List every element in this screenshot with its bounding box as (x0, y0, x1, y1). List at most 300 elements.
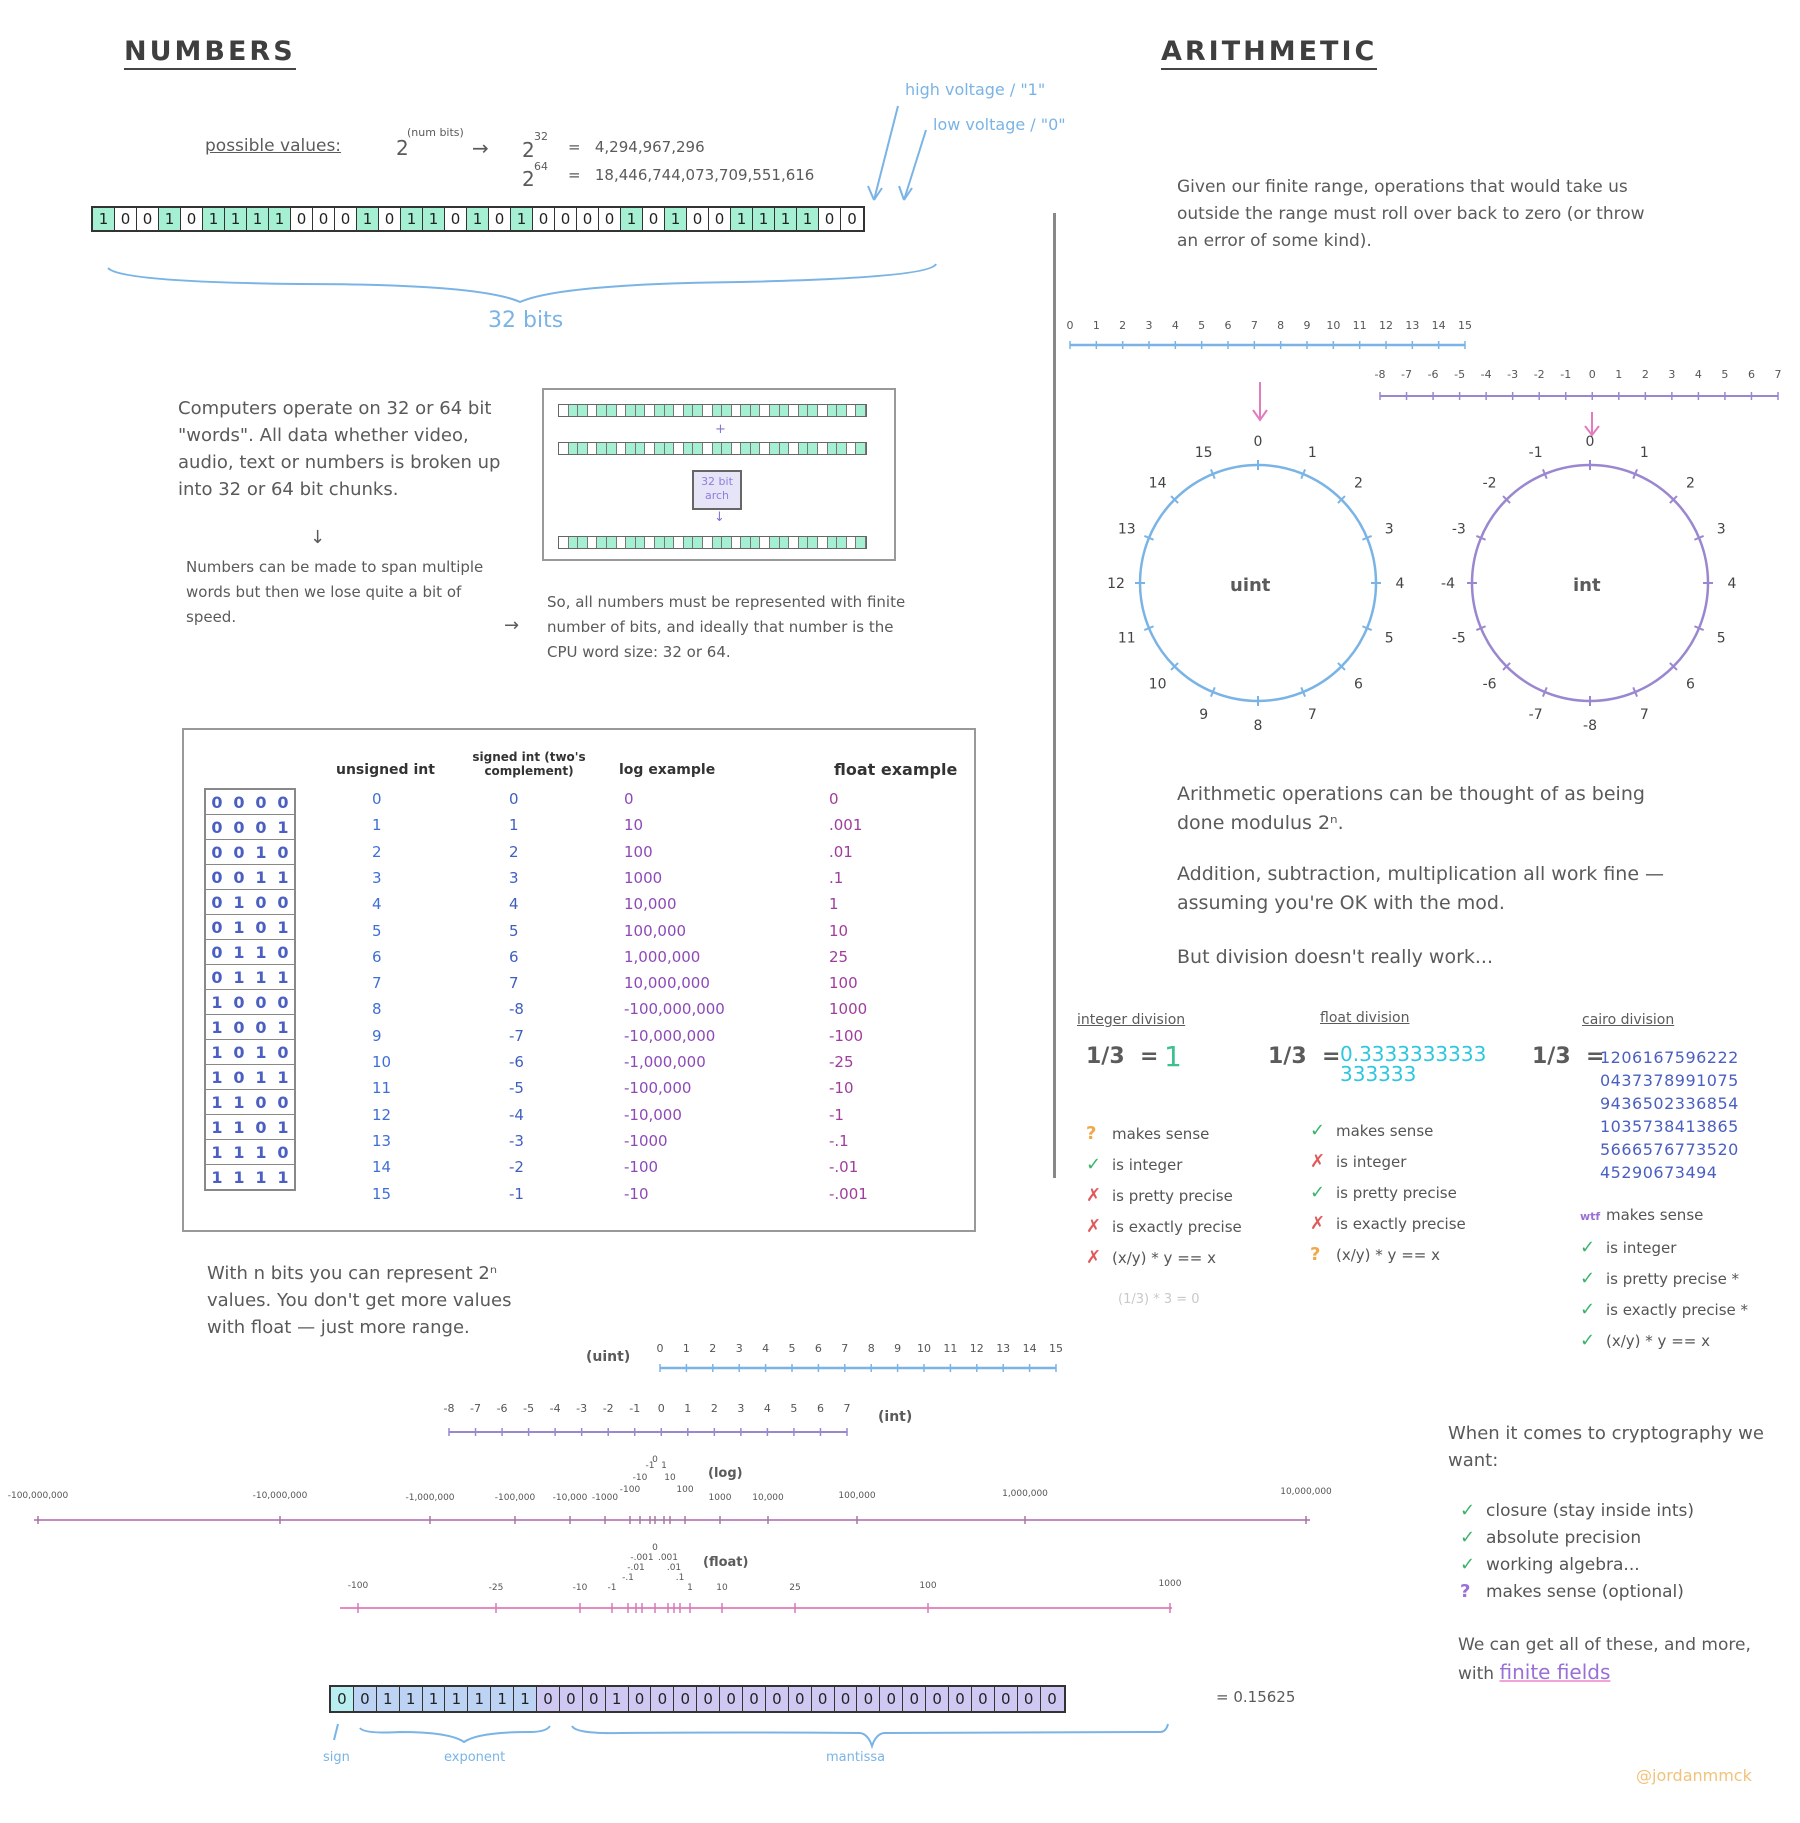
float-bit: 0 (835, 1687, 858, 1711)
arch-bit (703, 443, 713, 454)
arch-bit (693, 537, 703, 548)
bit-cell: 0 (687, 208, 709, 230)
int-line-tick: 6 (816, 1402, 824, 1415)
float-cell: -25 (829, 1053, 854, 1071)
arch-bit (607, 443, 617, 454)
arch-bit (722, 443, 732, 454)
arch-bit (799, 537, 809, 548)
circle-tick-label: 11 (1117, 630, 1136, 647)
float-cell: 10 (829, 921, 849, 940)
signed-cell: 0 (509, 790, 519, 808)
table-bit: 0 (255, 817, 267, 837)
table-bit-row (206, 965, 294, 990)
table-bit: 1 (255, 1167, 267, 1187)
log-line-tick: 1000 (708, 1493, 732, 1503)
arch-bit (751, 405, 761, 416)
crypto-intro: When it comes to cryptography we want: (1448, 1423, 1764, 1471)
uint-scale-tick: 11 (1352, 319, 1367, 332)
arch-bit (636, 537, 646, 548)
int-scale-tick: 1 (1615, 368, 1623, 381)
check-item (1086, 1216, 1242, 1237)
log-number-line (8, 1455, 1332, 1524)
check-label: is pretty precise (1336, 1184, 1457, 1202)
arch-bit (856, 537, 866, 548)
arch-bit (578, 405, 588, 416)
log-cell: 100,000 (624, 921, 687, 940)
arch-bit (645, 405, 655, 416)
float-bit: 0 (354, 1687, 377, 1711)
int-scale-tick: 2 (1641, 368, 1649, 381)
arch-bit (799, 405, 809, 416)
unsigned-cell: 9 (372, 1026, 382, 1045)
signed-cell: -7 (509, 1026, 524, 1045)
table-bit: 0 (211, 892, 223, 912)
arch-bit (665, 537, 675, 548)
arch-bit (808, 537, 818, 548)
bit-cell: 0 (291, 208, 313, 230)
table-bit: 1 (233, 1092, 245, 1112)
int-scale-tick: -1 (1560, 368, 1572, 381)
float-bit: 0 (812, 1687, 835, 1711)
check-label: is pretty precise * (1606, 1270, 1740, 1288)
table-bit-row (206, 1140, 294, 1165)
arch-bit (559, 443, 569, 454)
float-bit: 1 (400, 1687, 423, 1711)
table-bit: 1 (255, 942, 267, 962)
arch-bit (856, 443, 866, 454)
circle-tick-label: 5 (1716, 630, 1726, 647)
formula-arrow: → (472, 136, 489, 160)
table-bit-row (206, 1015, 294, 1040)
int-scale-tick: 5 (1721, 368, 1729, 381)
table-bit: 0 (233, 842, 245, 862)
uint-scale-tick: 14 (1431, 319, 1446, 332)
arch-bit (799, 443, 809, 454)
uint-line-tick: 8 (867, 1342, 875, 1355)
uint-scale-tick: 5 (1198, 319, 1206, 332)
int-line-tick: -2 (602, 1402, 614, 1415)
cairo-division-result (1600, 1046, 1739, 1184)
int-scale-tick: -2 (1533, 368, 1545, 381)
32-bits-brace (108, 264, 936, 302)
uint-scale-tick: 15 (1458, 319, 1472, 332)
low-voltage-label: low voltage / "0" (933, 115, 1066, 134)
int-scale-tick: -3 (1507, 368, 1519, 381)
table-bit: 1 (277, 1167, 289, 1187)
arch-bit (818, 443, 828, 454)
arch-bit (607, 405, 617, 416)
log-cell: -100,000 (624, 1079, 692, 1098)
check-icon: ✓ (1460, 1554, 1476, 1575)
float-bit: 0 (995, 1687, 1018, 1711)
table-bit-row (206, 815, 294, 840)
float-cell: .001 (829, 816, 863, 835)
uint-scale-tick: 3 (1145, 319, 1153, 332)
arch-bit (760, 405, 770, 416)
circle-tick-label: 0 (1253, 434, 1263, 450)
bit-cell: 1 (203, 208, 225, 230)
float-cell: -.01 (829, 1158, 859, 1177)
unsigned-cell: 12 (372, 1105, 392, 1124)
circle-tick-label: 13 (1117, 521, 1136, 538)
log-cell: 100 (624, 842, 653, 861)
uint-line-tick: 2 (709, 1342, 717, 1355)
arch-bit (597, 405, 607, 416)
int-line-tick: -6 (496, 1402, 508, 1415)
float-cell: .01 (829, 842, 853, 861)
integer-division-expr: 1/3 = (1086, 1044, 1159, 1069)
arch-bit (751, 537, 761, 548)
arch-bit (780, 537, 790, 548)
check-label: (x/y) * y == x (1112, 1249, 1216, 1267)
table-bit: 0 (211, 817, 223, 837)
signed-cell: 3 (509, 868, 519, 887)
check-item (1580, 1268, 1739, 1289)
signed-cell: -5 (509, 1079, 524, 1098)
log-cell: -1,000,000 (624, 1053, 706, 1071)
unsigned-cell: 5 (372, 921, 382, 940)
circle-tick-label: 9 (1199, 707, 1209, 724)
check-icon: ✓ (1086, 1154, 1102, 1175)
arch-bit (674, 537, 684, 548)
arch-bit (780, 443, 790, 454)
float-bit: 1 (377, 1687, 400, 1711)
log-line-tick: -100 (619, 1485, 641, 1495)
bit-cell: 1 (665, 208, 687, 230)
float-bit: 0 (743, 1687, 766, 1711)
cairo-result-line: 0437378991075 (1600, 1071, 1739, 1090)
float-bit: 0 (880, 1687, 903, 1711)
check-item (1580, 1206, 1703, 1224)
float-line-tick: 1 (687, 1583, 693, 1593)
arch-bit (617, 443, 627, 454)
crypto-want-label: makes sense (optional) (1486, 1582, 1684, 1602)
int-line-label: (int) (878, 1409, 913, 1425)
signed-cell: -1 (509, 1184, 524, 1203)
arch-plus: + (715, 422, 726, 437)
finite-fields-text (1458, 1632, 1758, 1688)
table-bit: 1 (255, 967, 267, 987)
check-item (1580, 1330, 1710, 1351)
float-cell: 100 (829, 974, 858, 993)
circle-tick-label: 4 (1395, 576, 1405, 592)
int-line-tick: -5 (523, 1402, 535, 1415)
arch-bit (808, 443, 818, 454)
pow64-base: 2 (522, 167, 535, 191)
formula-exponent: (num bits) (407, 126, 464, 139)
table-bit: 0 (277, 792, 289, 812)
check-icon: ✓ (1580, 1268, 1596, 1289)
log-line-tick: 10,000,000 (1280, 1487, 1332, 1497)
arch-bit (732, 537, 742, 548)
float-line-tick: -25 (488, 1583, 504, 1593)
float-line-label: (float) (703, 1555, 749, 1570)
bit-cell: 0 (445, 208, 467, 230)
int-line-tick: 7 (843, 1402, 851, 1415)
circle-tick-label: 15 (1194, 444, 1213, 461)
circle-tick-label: 2 (1353, 475, 1363, 492)
uint-line-tick: 13 (996, 1342, 1011, 1355)
cairo-result-line: 1035738413865 (1600, 1117, 1739, 1136)
arch-bit (559, 537, 569, 548)
check-icon: ✓ (1460, 1527, 1476, 1548)
bit-cell: 1 (225, 208, 247, 230)
table-bit: 0 (277, 892, 289, 912)
check-icon: ✓ (1460, 1500, 1476, 1521)
float-line-tick: 25 (789, 1583, 801, 1593)
table-bit: 1 (255, 867, 267, 887)
float-division-result: 0.3333333333 333333 (1340, 1042, 1487, 1086)
uint-line-tick: 12 (969, 1342, 984, 1355)
uint-scale-tick: 12 (1379, 319, 1393, 332)
cross-icon: ✗ (1086, 1216, 1102, 1237)
bit-cell: 1 (797, 208, 819, 230)
float-division-title: float division (1320, 1010, 1410, 1026)
arch-bit (818, 405, 828, 416)
cross-icon: ✗ (1086, 1185, 1102, 1206)
bit-cell: 1 (467, 208, 489, 230)
high-voltage-label: high voltage / "1" (905, 80, 1046, 99)
log-cell: 10,000,000 (624, 974, 710, 993)
bit-cell: 0 (841, 208, 863, 230)
arch-word-1 (558, 404, 867, 417)
arch-bit (569, 405, 579, 416)
uint-number-line (657, 1342, 1064, 1372)
table-bit: 0 (233, 1067, 245, 1087)
circle-tick-label: 2 (1685, 475, 1695, 492)
circle-tick-label: 4 (1727, 576, 1737, 592)
int-scale-tick: 4 (1694, 368, 1702, 381)
signed-cell: -8 (509, 1000, 524, 1019)
arch-bit (693, 443, 703, 454)
finite-fields-term: finite fields (1499, 1660, 1611, 1684)
float-bit: 0 (331, 1687, 354, 1711)
signed-cell: 6 (509, 947, 519, 966)
float-bit: 0 (972, 1687, 995, 1711)
crypto-want-label: working algebra... (1486, 1555, 1640, 1575)
circle-tick-label: 0 (1585, 434, 1595, 450)
arch-bit (713, 537, 723, 548)
log-line-tick: -1,000,000 (405, 1493, 455, 1503)
table-bit: 0 (211, 917, 223, 937)
float-bit: 0 (1018, 1687, 1041, 1711)
float-bit: 0 (926, 1687, 949, 1711)
arch-bit (703, 405, 713, 416)
check-item (1086, 1185, 1233, 1206)
int-line-tick: -3 (576, 1402, 588, 1415)
log-cell: -100 (624, 1158, 659, 1177)
cpu-chip: 32 bit arch (692, 470, 742, 510)
int-scale-tick: -4 (1480, 368, 1492, 381)
uint-line-tick: 0 (656, 1342, 664, 1355)
arch-down-arrow: ↓ (714, 510, 725, 525)
float-bit: 1 (514, 1687, 537, 1711)
table-bit: 1 (255, 1142, 267, 1162)
table-bit: 1 (233, 917, 245, 937)
arch-bit (626, 537, 636, 548)
table-bit-row (206, 1065, 294, 1090)
arch-bit (674, 405, 684, 416)
crypto-want-item (1460, 1581, 1684, 1602)
float-bit: 0 (560, 1687, 583, 1711)
table-bit-row (206, 990, 294, 1015)
signature: @jordanmmck (1636, 1766, 1752, 1785)
float-bit-row (329, 1685, 1066, 1713)
arch-bit (713, 405, 723, 416)
arch-bit (703, 537, 713, 548)
int-line-tick: -8 (443, 1402, 455, 1415)
int-number-line (444, 1402, 851, 1436)
circle-tick-label: -4 (1441, 576, 1455, 592)
float-line-tick: -.01 (627, 1563, 645, 1573)
bit-cell: 1 (511, 208, 533, 230)
arch-bit (588, 537, 598, 548)
float-bit: 0 (857, 1687, 880, 1711)
int-line-tick: 1 (684, 1402, 692, 1415)
cross-icon: ✗ (1086, 1247, 1102, 1268)
wrap-around-diagram (1050, 300, 1800, 750)
bit-cell: 0 (819, 208, 841, 230)
bit-cell: 1 (423, 208, 445, 230)
float-bit: 0 (629, 1687, 652, 1711)
high-voltage-pointer (874, 106, 898, 200)
float-line-tick: -1 (607, 1583, 617, 1593)
finite-bits-text: So, all numbers must be represented with finite number of bits, and ideally that number is the CPU word size: 32 or 64. (547, 593, 906, 661)
arch-bit (626, 443, 636, 454)
n-bits-text: With n bits you can represent 2ⁿ values. You don't get more values with float — just more range. (207, 1263, 512, 1338)
arch-bit (569, 537, 579, 548)
float-line-tick: 10 (716, 1583, 728, 1593)
check-icon: ✓ (1580, 1299, 1596, 1320)
bit-cell: 0 (115, 208, 137, 230)
float-cell: -10 (829, 1079, 854, 1098)
arch-bit (741, 405, 751, 416)
float-line-tick: 1000 (1158, 1579, 1182, 1589)
check-label: (x/y) * y == x (1606, 1332, 1710, 1350)
check-label: makes sense (1336, 1122, 1434, 1140)
log-line-tick: 0 (652, 1455, 658, 1465)
arch-bit (732, 443, 742, 454)
header-unsigned: unsigned int (336, 762, 435, 778)
log-cell: 1000 (624, 868, 663, 887)
question-icon: ? (1310, 1244, 1321, 1265)
arch-bit (617, 537, 627, 548)
arch-bit (597, 537, 607, 548)
log-line-tick: 100 (676, 1485, 694, 1495)
signed-cell: 1 (509, 816, 519, 835)
arch-bit (607, 537, 617, 548)
possible-values-label: possible values: (205, 136, 342, 156)
modulus-text: Arithmetic operations can be thought of as being done modulus 2ⁿ. (1177, 783, 1645, 834)
table-bit: 1 (255, 1042, 267, 1062)
table-bit: 0 (211, 792, 223, 812)
check-item (1086, 1123, 1209, 1144)
unsigned-cell: 11 (372, 1079, 392, 1098)
bits-label: 32 bits (488, 308, 564, 333)
log-line-tick: 1 (661, 1461, 667, 1471)
int-line-tick: 4 (763, 1402, 771, 1415)
int-line-tick: -7 (470, 1402, 482, 1415)
float-cell: 0 (829, 790, 839, 808)
arch-bit (828, 443, 838, 454)
float-bit: 1 (423, 1687, 446, 1711)
float-cell: -1 (829, 1105, 844, 1124)
pink-arrow-uint (1253, 382, 1267, 420)
arch-diagram (542, 388, 896, 561)
multiple-words-text: Numbers can be made to span multiple words but then we lose quite a bit of speed. (186, 558, 484, 626)
crypto-want-item (1460, 1527, 1641, 1548)
pow32-exponent: 32 (534, 130, 548, 143)
check-item (1310, 1244, 1440, 1265)
table-bit: 0 (233, 792, 245, 812)
uint-scale-tick: 8 (1277, 319, 1285, 332)
table-bit: 0 (211, 842, 223, 862)
table-bit: 1 (277, 1017, 289, 1037)
uint-line-tick: 11 (943, 1342, 958, 1355)
uint-scale-tick: 0 (1066, 319, 1074, 332)
header-signed: signed int (two's complement) (472, 750, 586, 778)
arch-bit (847, 443, 857, 454)
arch-bit (684, 443, 694, 454)
mantissa-label: mantissa (826, 1750, 886, 1765)
arch-bit (684, 537, 694, 548)
cross-icon: ✗ (1310, 1213, 1326, 1234)
log-line-tick: -10,000 (552, 1493, 588, 1503)
table-bit: 0 (277, 1142, 289, 1162)
float-line-tick: 100 (919, 1581, 937, 1591)
uint-circle-label: uint (1230, 575, 1271, 596)
cairo-division-title: cairo division (1582, 1012, 1675, 1028)
arch-bit (645, 443, 655, 454)
arch-bit (828, 405, 838, 416)
int-line-tick: -4 (549, 1402, 561, 1415)
unsigned-cell: 3 (372, 868, 382, 887)
cairo-division-expr: 1/3 = (1532, 1044, 1605, 1069)
table-bit: 0 (255, 1117, 267, 1137)
arch-bit (693, 405, 703, 416)
division-text: But division doesn't really work... (1177, 946, 1494, 968)
arch-bit (780, 405, 790, 416)
float-bit: 1 (445, 1687, 468, 1711)
table-bit-row (206, 865, 294, 890)
low-voltage-pointer (904, 130, 926, 200)
int-scale-tick: 3 (1668, 368, 1676, 381)
float-bit: 0 (789, 1687, 812, 1711)
float-bit: 1 (606, 1687, 629, 1711)
uint-line-tick: 1 (682, 1342, 690, 1355)
uint-scale-tick: 10 (1326, 319, 1341, 332)
right-arrow-note: → (504, 615, 520, 636)
arch-bit (837, 405, 847, 416)
check-label: is pretty precise (1112, 1187, 1233, 1205)
arch-bit (588, 443, 598, 454)
log-line-tick: -100,000,000 (7, 1491, 69, 1501)
arch-bit (789, 405, 799, 416)
uint-line-tick: 4 (762, 1342, 770, 1355)
bit-cell: 1 (753, 208, 775, 230)
table-bit: 1 (277, 967, 289, 987)
uint-line-tick: 6 (814, 1342, 822, 1355)
float-bit: 0 (903, 1687, 926, 1711)
table-bit: 1 (233, 942, 245, 962)
table-bit: 0 (277, 1092, 289, 1112)
table-bit: 1 (277, 917, 289, 937)
unsigned-cell: 13 (372, 1131, 392, 1150)
int-scale-tick: 6 (1747, 368, 1755, 381)
unsigned-cell: 1 (372, 816, 382, 835)
circle-tick-label: 5 (1384, 630, 1394, 647)
uint-line-tick: 5 (788, 1342, 796, 1355)
